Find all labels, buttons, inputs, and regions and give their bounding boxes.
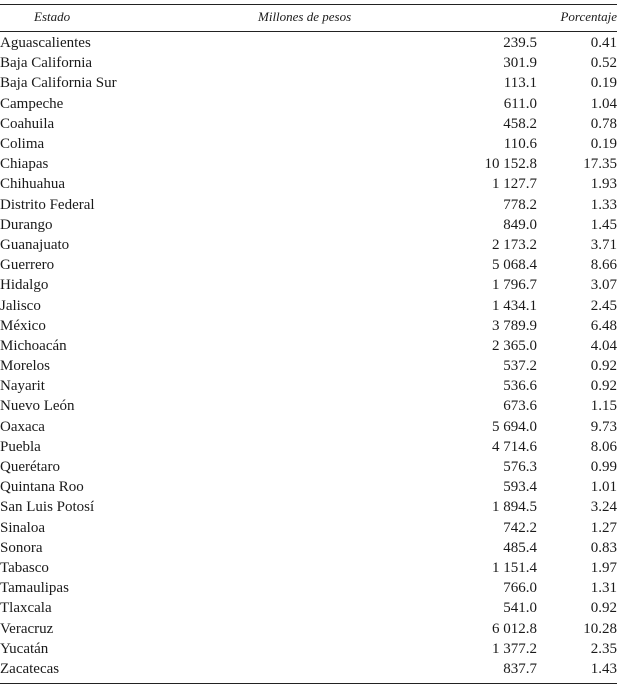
cell-state: Zacatecas bbox=[0, 660, 60, 677]
cell-percent: 0.52 bbox=[590, 55, 617, 72]
cell-percent: 4.04 bbox=[590, 337, 617, 354]
cell-percent: 1.31 bbox=[590, 580, 617, 597]
table-row bbox=[0, 53, 617, 73]
cell-percent: 1.04 bbox=[590, 95, 617, 112]
cell-state: Aguascalientes bbox=[0, 35, 91, 52]
table-row bbox=[0, 396, 617, 416]
cell-amount: 849.0 bbox=[503, 216, 537, 233]
table-row bbox=[0, 497, 617, 517]
cell-amount: 541.0 bbox=[503, 600, 537, 617]
cell-amount: 1 434.1 bbox=[492, 297, 537, 314]
cell-amount: 5 068.4 bbox=[492, 257, 537, 274]
cell-amount: 593.4 bbox=[503, 479, 537, 496]
cell-state: Distrito Federal bbox=[0, 196, 95, 213]
cell-amount: 5 694.0 bbox=[492, 418, 537, 435]
cell-percent: 6.48 bbox=[590, 317, 617, 334]
table-row bbox=[0, 477, 617, 497]
cell-state: México bbox=[0, 317, 46, 334]
cell-amount: 4 714.6 bbox=[492, 438, 537, 455]
table-row bbox=[0, 94, 617, 114]
table-row bbox=[0, 376, 617, 396]
cell-amount: 536.6 bbox=[503, 378, 537, 395]
header-state: Estado bbox=[34, 9, 71, 24]
table-row bbox=[0, 639, 617, 659]
table-row bbox=[0, 316, 617, 336]
table-row bbox=[0, 336, 617, 356]
cell-percent: 2.35 bbox=[590, 640, 617, 657]
cell-state: Campeche bbox=[0, 95, 64, 112]
cell-state: Tamaulipas bbox=[0, 580, 69, 597]
table-row bbox=[0, 356, 617, 376]
cell-state: Jalisco bbox=[0, 297, 41, 314]
cell-amount: 576.3 bbox=[503, 459, 537, 476]
cell-amount: 1 796.7 bbox=[492, 277, 537, 294]
cell-amount: 1 894.5 bbox=[492, 499, 537, 516]
cell-amount: 766.0 bbox=[503, 580, 537, 597]
cell-percent: 9.73 bbox=[590, 418, 617, 435]
cell-state: Yucatán bbox=[0, 640, 49, 657]
cell-amount: 485.4 bbox=[503, 539, 537, 556]
table-row bbox=[0, 518, 617, 538]
top-rule bbox=[0, 4, 617, 5]
table-row bbox=[0, 659, 617, 679]
cell-state: Chihuahua bbox=[0, 176, 65, 193]
header-amount: Millones de pesos bbox=[258, 9, 352, 24]
cell-state: Nayarit bbox=[0, 378, 45, 395]
cell-state: Hidalgo bbox=[0, 277, 49, 294]
cell-state: Querétaro bbox=[0, 459, 60, 476]
table-row bbox=[0, 154, 617, 174]
cell-amount: 301.9 bbox=[503, 55, 537, 72]
table-row bbox=[0, 235, 617, 255]
cell-percent: 3.07 bbox=[590, 277, 617, 294]
cell-state: Tabasco bbox=[0, 559, 49, 576]
table-row bbox=[0, 538, 617, 558]
table-row bbox=[0, 255, 617, 275]
cell-percent: 1.97 bbox=[590, 559, 617, 576]
cell-amount: 537.2 bbox=[503, 358, 537, 375]
cell-state: Puebla bbox=[0, 438, 41, 455]
cell-state: Oaxaca bbox=[0, 418, 45, 435]
header-percent: Porcentaje bbox=[560, 9, 617, 24]
cell-state: Veracruz bbox=[0, 620, 54, 637]
table-row bbox=[0, 578, 617, 598]
cell-percent: 3.24 bbox=[590, 499, 617, 516]
cell-percent: 1.45 bbox=[590, 216, 617, 233]
cell-percent: 1.33 bbox=[590, 196, 617, 213]
cell-state: Quintana Roo bbox=[0, 479, 84, 496]
cell-state: Chiapas bbox=[0, 156, 49, 173]
cell-amount: 673.6 bbox=[503, 398, 537, 415]
cell-percent: 1.43 bbox=[590, 660, 617, 677]
table-row bbox=[0, 215, 617, 235]
cell-amount: 742.2 bbox=[503, 519, 537, 536]
table-body bbox=[0, 33, 617, 679]
table-row bbox=[0, 174, 617, 194]
cell-state: Guanajuato bbox=[0, 236, 70, 253]
table-row bbox=[0, 33, 617, 53]
cell-percent: 0.19 bbox=[590, 75, 617, 92]
cell-amount: 1 377.2 bbox=[492, 640, 537, 657]
cell-percent: 0.99 bbox=[590, 459, 617, 476]
cell-amount: 778.2 bbox=[503, 196, 537, 213]
cell-amount: 2 365.0 bbox=[492, 337, 537, 354]
cell-percent: 1.15 bbox=[590, 398, 617, 415]
cell-percent: 0.19 bbox=[590, 136, 617, 153]
cell-state: Baja California Sur bbox=[0, 75, 117, 92]
cell-state: Morelos bbox=[0, 358, 50, 375]
cell-percent: 1.27 bbox=[590, 519, 617, 536]
cell-amount: 458.2 bbox=[503, 115, 537, 132]
cell-state: Baja California bbox=[0, 55, 93, 72]
cell-percent: 0.92 bbox=[590, 378, 617, 395]
cell-state: Sinaloa bbox=[0, 519, 45, 536]
cell-state: Coahuila bbox=[0, 115, 55, 132]
cell-percent: 0.92 bbox=[590, 358, 617, 375]
cell-amount: 6 012.8 bbox=[492, 620, 537, 637]
table-row bbox=[0, 618, 617, 638]
cell-amount: 113.1 bbox=[503, 75, 537, 92]
cell-percent: 8.66 bbox=[590, 257, 617, 274]
cell-amount: 837.7 bbox=[503, 660, 537, 677]
cell-percent: 1.93 bbox=[590, 176, 617, 193]
table-row bbox=[0, 417, 617, 437]
cell-percent: 0.83 bbox=[590, 539, 617, 556]
cell-percent: 1.01 bbox=[590, 479, 617, 496]
table-row bbox=[0, 457, 617, 477]
cell-percent: 10.28 bbox=[583, 620, 617, 637]
cell-percent: 0.78 bbox=[590, 115, 617, 132]
cell-percent: 0.41 bbox=[590, 35, 617, 52]
cell-state: Colima bbox=[0, 136, 45, 153]
cell-amount: 1 151.4 bbox=[492, 559, 537, 576]
table-row bbox=[0, 437, 617, 457]
cell-amount: 611.0 bbox=[503, 95, 537, 112]
cell-amount: 1 127.7 bbox=[492, 176, 537, 193]
states-table bbox=[0, 33, 617, 679]
table-row bbox=[0, 73, 617, 93]
cell-amount: 2 173.2 bbox=[492, 236, 537, 253]
table-row bbox=[0, 134, 617, 154]
table-row bbox=[0, 114, 617, 134]
cell-state: San Luis Potosí bbox=[0, 499, 95, 516]
cell-amount: 3 789.9 bbox=[492, 317, 537, 334]
bottom-rule bbox=[0, 683, 617, 684]
table-row bbox=[0, 195, 617, 215]
table-row bbox=[0, 295, 617, 315]
cell-percent: 3.71 bbox=[590, 236, 617, 253]
table-row bbox=[0, 558, 617, 578]
cell-percent: 8.06 bbox=[590, 438, 617, 455]
cell-state: Michoacán bbox=[0, 337, 67, 354]
cell-state: Durango bbox=[0, 216, 53, 233]
cell-percent: 0.92 bbox=[590, 600, 617, 617]
cell-amount: 239.5 bbox=[503, 35, 537, 52]
cell-state: Tlaxcala bbox=[0, 600, 52, 617]
cell-state: Sonora bbox=[0, 539, 43, 556]
cell-percent: 2.45 bbox=[590, 297, 617, 314]
header-rule bbox=[0, 31, 617, 32]
cell-amount: 110.6 bbox=[503, 136, 537, 153]
cell-percent: 17.35 bbox=[583, 156, 617, 173]
table-row bbox=[0, 598, 617, 618]
cell-state: Nuevo León bbox=[0, 398, 75, 415]
table-row bbox=[0, 275, 617, 295]
cell-amount: 10 152.8 bbox=[484, 156, 537, 173]
cell-state: Guerrero bbox=[0, 257, 55, 274]
